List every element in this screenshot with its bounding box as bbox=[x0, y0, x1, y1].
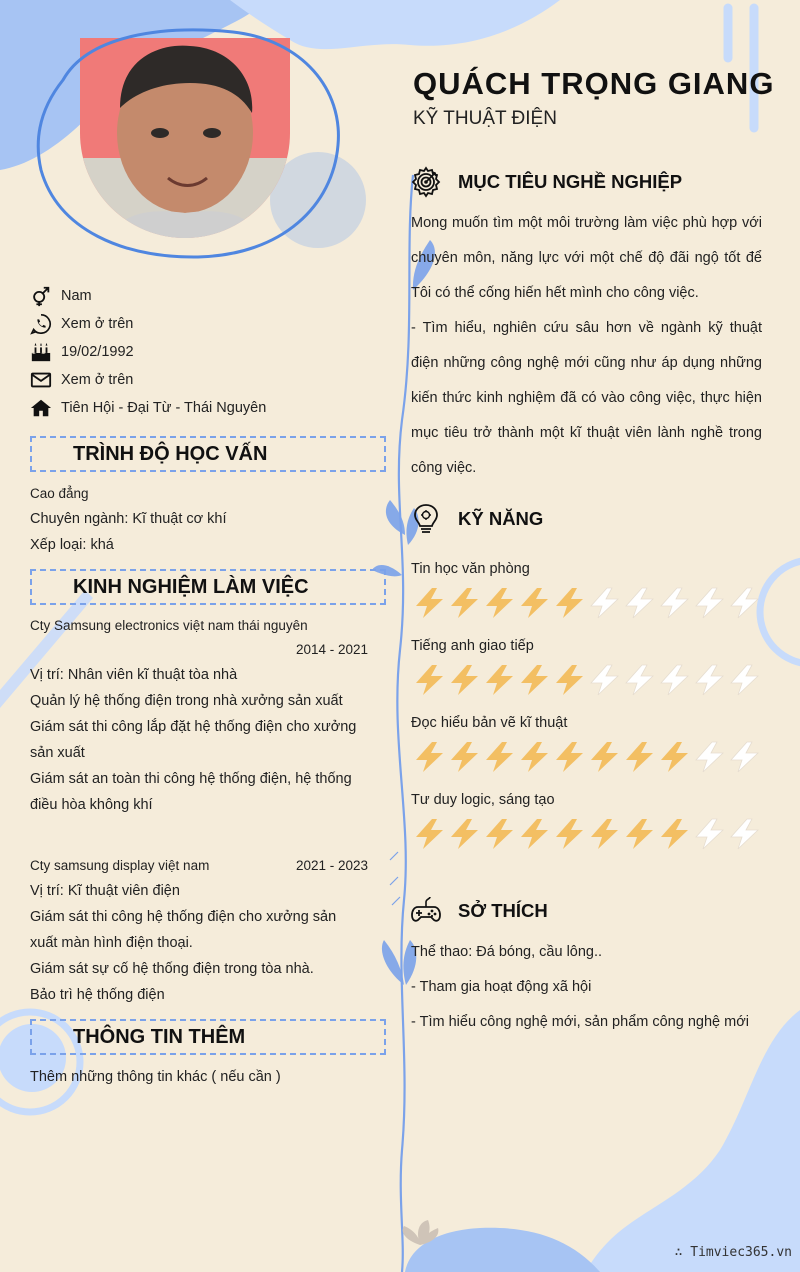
lightning-bolt-icon bbox=[447, 587, 482, 619]
lightning-bolt-icon bbox=[727, 664, 762, 696]
experience-section-header bbox=[30, 569, 386, 605]
lightning-bolt-icon bbox=[657, 818, 692, 850]
objective-title: MỤC TIÊU NGHỀ NGHIỆP bbox=[458, 171, 683, 192]
lightning-bolt-icon bbox=[517, 741, 552, 773]
contact-gender-text: Nam bbox=[61, 288, 92, 304]
lightning-bolt-icon bbox=[622, 664, 657, 696]
education-section-header bbox=[30, 436, 386, 472]
lightning-bolt-icon bbox=[657, 741, 692, 773]
lightning-bolt-icon bbox=[657, 587, 692, 619]
birthday-cake-icon bbox=[30, 341, 52, 363]
job-1-line: sản xuất bbox=[30, 745, 85, 761]
contact-address-text: Tiên Hội - Đại Từ - Thái Nguyên bbox=[61, 400, 267, 416]
contact-phone bbox=[30, 310, 370, 338]
photo-frame bbox=[33, 20, 343, 260]
education-major: Chuyên ngành: Kĩ thuật cơ khí bbox=[30, 511, 227, 527]
skill-name: Tin học văn phòng bbox=[411, 561, 530, 577]
phone-icon bbox=[30, 313, 52, 335]
lightning-bolt-icon bbox=[447, 818, 482, 850]
skill-rating bbox=[412, 587, 762, 619]
lightning-bolt-icon bbox=[482, 664, 517, 696]
skills-section-header bbox=[410, 503, 543, 535]
job-1-line: điều hòa không khí bbox=[30, 797, 153, 813]
hobbies-section-header bbox=[410, 895, 548, 927]
job-2-period: 2021 - 2023 bbox=[296, 858, 369, 873]
lightning-bolt-icon bbox=[517, 587, 552, 619]
skill-name: Tư duy logic, sáng tạo bbox=[411, 792, 555, 808]
lightning-bolt-icon bbox=[587, 587, 622, 619]
job-2-line: Giám sát sự cố hệ thống điện trong tòa nhà. bbox=[30, 961, 314, 977]
job-2-line: xuất màn hình điện thoại. bbox=[30, 935, 193, 951]
lightning-bolt-icon bbox=[412, 664, 447, 696]
objective-text bbox=[411, 206, 762, 486]
contact-gender bbox=[30, 282, 370, 310]
additional-title: THÔNG TIN THÊM bbox=[73, 1026, 246, 1048]
job-2-line: Vị trí: Kĩ thuật viên điện bbox=[30, 883, 180, 899]
lightning-bolt-icon bbox=[412, 818, 447, 850]
education-grade: Xếp loại: khá bbox=[30, 537, 114, 553]
education-level: Cao đẳng bbox=[30, 486, 89, 501]
lightning-bolt-icon bbox=[587, 664, 622, 696]
contact-email bbox=[30, 366, 370, 394]
lightning-bolt-icon bbox=[622, 818, 657, 850]
lightning-bolt-icon bbox=[552, 818, 587, 850]
job-2-company: Cty samsung display việt nam bbox=[30, 858, 210, 873]
contact-birthday bbox=[30, 338, 370, 366]
hobby-item: - Tìm hiểu công nghệ mới, sản phẩm công nghệ mới bbox=[411, 1014, 749, 1030]
lightning-bolt-icon bbox=[447, 741, 482, 773]
lightning-bolt-icon bbox=[552, 587, 587, 619]
lightning-bolt-icon bbox=[552, 741, 587, 773]
lightning-bolt-icon bbox=[587, 818, 622, 850]
lightning-bolt-icon bbox=[692, 587, 727, 619]
lightning-bolt-icon bbox=[482, 587, 517, 619]
contact-birthday-text: 19/02/1992 bbox=[61, 344, 134, 360]
lightning-bolt-icon bbox=[727, 741, 762, 773]
contact-phone-text: Xem ở trên bbox=[61, 316, 134, 332]
objective-section-header bbox=[410, 166, 682, 198]
lightning-bolt-icon bbox=[692, 741, 727, 773]
job-1-period: 2014 - 2021 bbox=[296, 642, 369, 657]
lightning-bolt-icon bbox=[692, 818, 727, 850]
objective-paragraph: Mong muốn tìm một môi trường làm việc phù hợp với chuyên môn, năng lực với một chế độ đãi ngộ tốt để Tôi có thể cống hiến hết mình cho công việc. bbox=[411, 215, 762, 301]
job-1-line: Giám sát an toàn thi công hệ thống điện, hệ thống bbox=[30, 771, 352, 787]
additional-text: Thêm những thông tin khác ( nếu cần ) bbox=[30, 1069, 281, 1085]
skill-rating bbox=[412, 818, 762, 850]
lightning-bolt-icon bbox=[622, 741, 657, 773]
job-1-line: Vị trí: Nhân viên kĩ thuật tòa nhà bbox=[30, 667, 238, 683]
lightbulb-icon bbox=[410, 503, 442, 535]
contact-info bbox=[30, 282, 370, 422]
hobby-item: - Tham gia hoạt động xã hội bbox=[411, 979, 592, 995]
hobbies-title: SỞ THÍCH bbox=[458, 900, 548, 921]
job-2-line: Bảo trì hệ thống điện bbox=[30, 987, 165, 1003]
lightning-bolt-icon bbox=[727, 818, 762, 850]
objective-paragraph: - Tìm hiểu, nghiên cứu sâu hơn về ngành kỹ thuật điện những công nghệ mới cũng như áp dụng những kiến thức kinh nghiệm đã có vào công việc, thực hiện mục tiêu trở thành một kĩ thuật viên lành nghề trong công việc. bbox=[411, 320, 762, 476]
lightning-bolt-icon bbox=[517, 818, 552, 850]
candidate-name: QUÁCH TRỌNG GIANG bbox=[413, 66, 775, 101]
skill-name: Tiếng anh giao tiếp bbox=[411, 638, 534, 654]
contact-email-text: Xem ở trên bbox=[61, 372, 134, 388]
lightning-bolt-icon bbox=[482, 741, 517, 773]
skill-name: Đọc hiểu bản vẽ kĩ thuật bbox=[411, 715, 568, 731]
lightning-bolt-icon bbox=[692, 664, 727, 696]
gamepad-icon bbox=[410, 895, 442, 927]
lightning-bolt-icon bbox=[587, 741, 622, 773]
experience-title: KINH NGHIỆM LÀM VIỆC bbox=[73, 576, 309, 598]
skill-rating bbox=[412, 664, 762, 696]
lightning-bolt-icon bbox=[517, 664, 552, 696]
footer-brand: ∴ Timviec365.vn bbox=[674, 1245, 792, 1260]
gender-icon bbox=[30, 285, 52, 307]
hobby-item: Thể thao: Đá bóng, cầu lông.. bbox=[411, 944, 603, 960]
home-icon bbox=[30, 397, 52, 419]
job-1-line: Giám sát thi công lắp đặt hệ thống điện cho xưởng bbox=[30, 719, 357, 735]
lightning-bolt-icon bbox=[412, 741, 447, 773]
job-1-company: Cty Samsung electronics việt nam thái nguyên bbox=[30, 618, 308, 633]
lightning-bolt-icon bbox=[657, 664, 692, 696]
job-1-line: Quản lý hệ thống điện trong nhà xưởng sản xuất bbox=[30, 693, 343, 709]
job-position: KỸ THUẬT ĐIỆN bbox=[413, 108, 557, 129]
skills-title: KỸ NĂNG bbox=[458, 508, 544, 529]
additional-section-header bbox=[30, 1019, 386, 1055]
skill-rating bbox=[412, 741, 762, 773]
contact-address bbox=[30, 394, 370, 422]
education-title: TRÌNH ĐỘ HỌC VẤN bbox=[73, 443, 268, 465]
lightning-bolt-icon bbox=[552, 664, 587, 696]
job-2-line: Giám sát thi công hệ thống điện cho xưởng sản bbox=[30, 909, 337, 925]
lightning-bolt-icon bbox=[447, 664, 482, 696]
lightning-bolt-icon bbox=[622, 587, 657, 619]
lightning-bolt-icon bbox=[412, 587, 447, 619]
lightning-bolt-icon bbox=[727, 587, 762, 619]
email-icon bbox=[30, 369, 52, 391]
lightning-bolt-icon bbox=[482, 818, 517, 850]
target-gear-icon bbox=[410, 166, 442, 198]
